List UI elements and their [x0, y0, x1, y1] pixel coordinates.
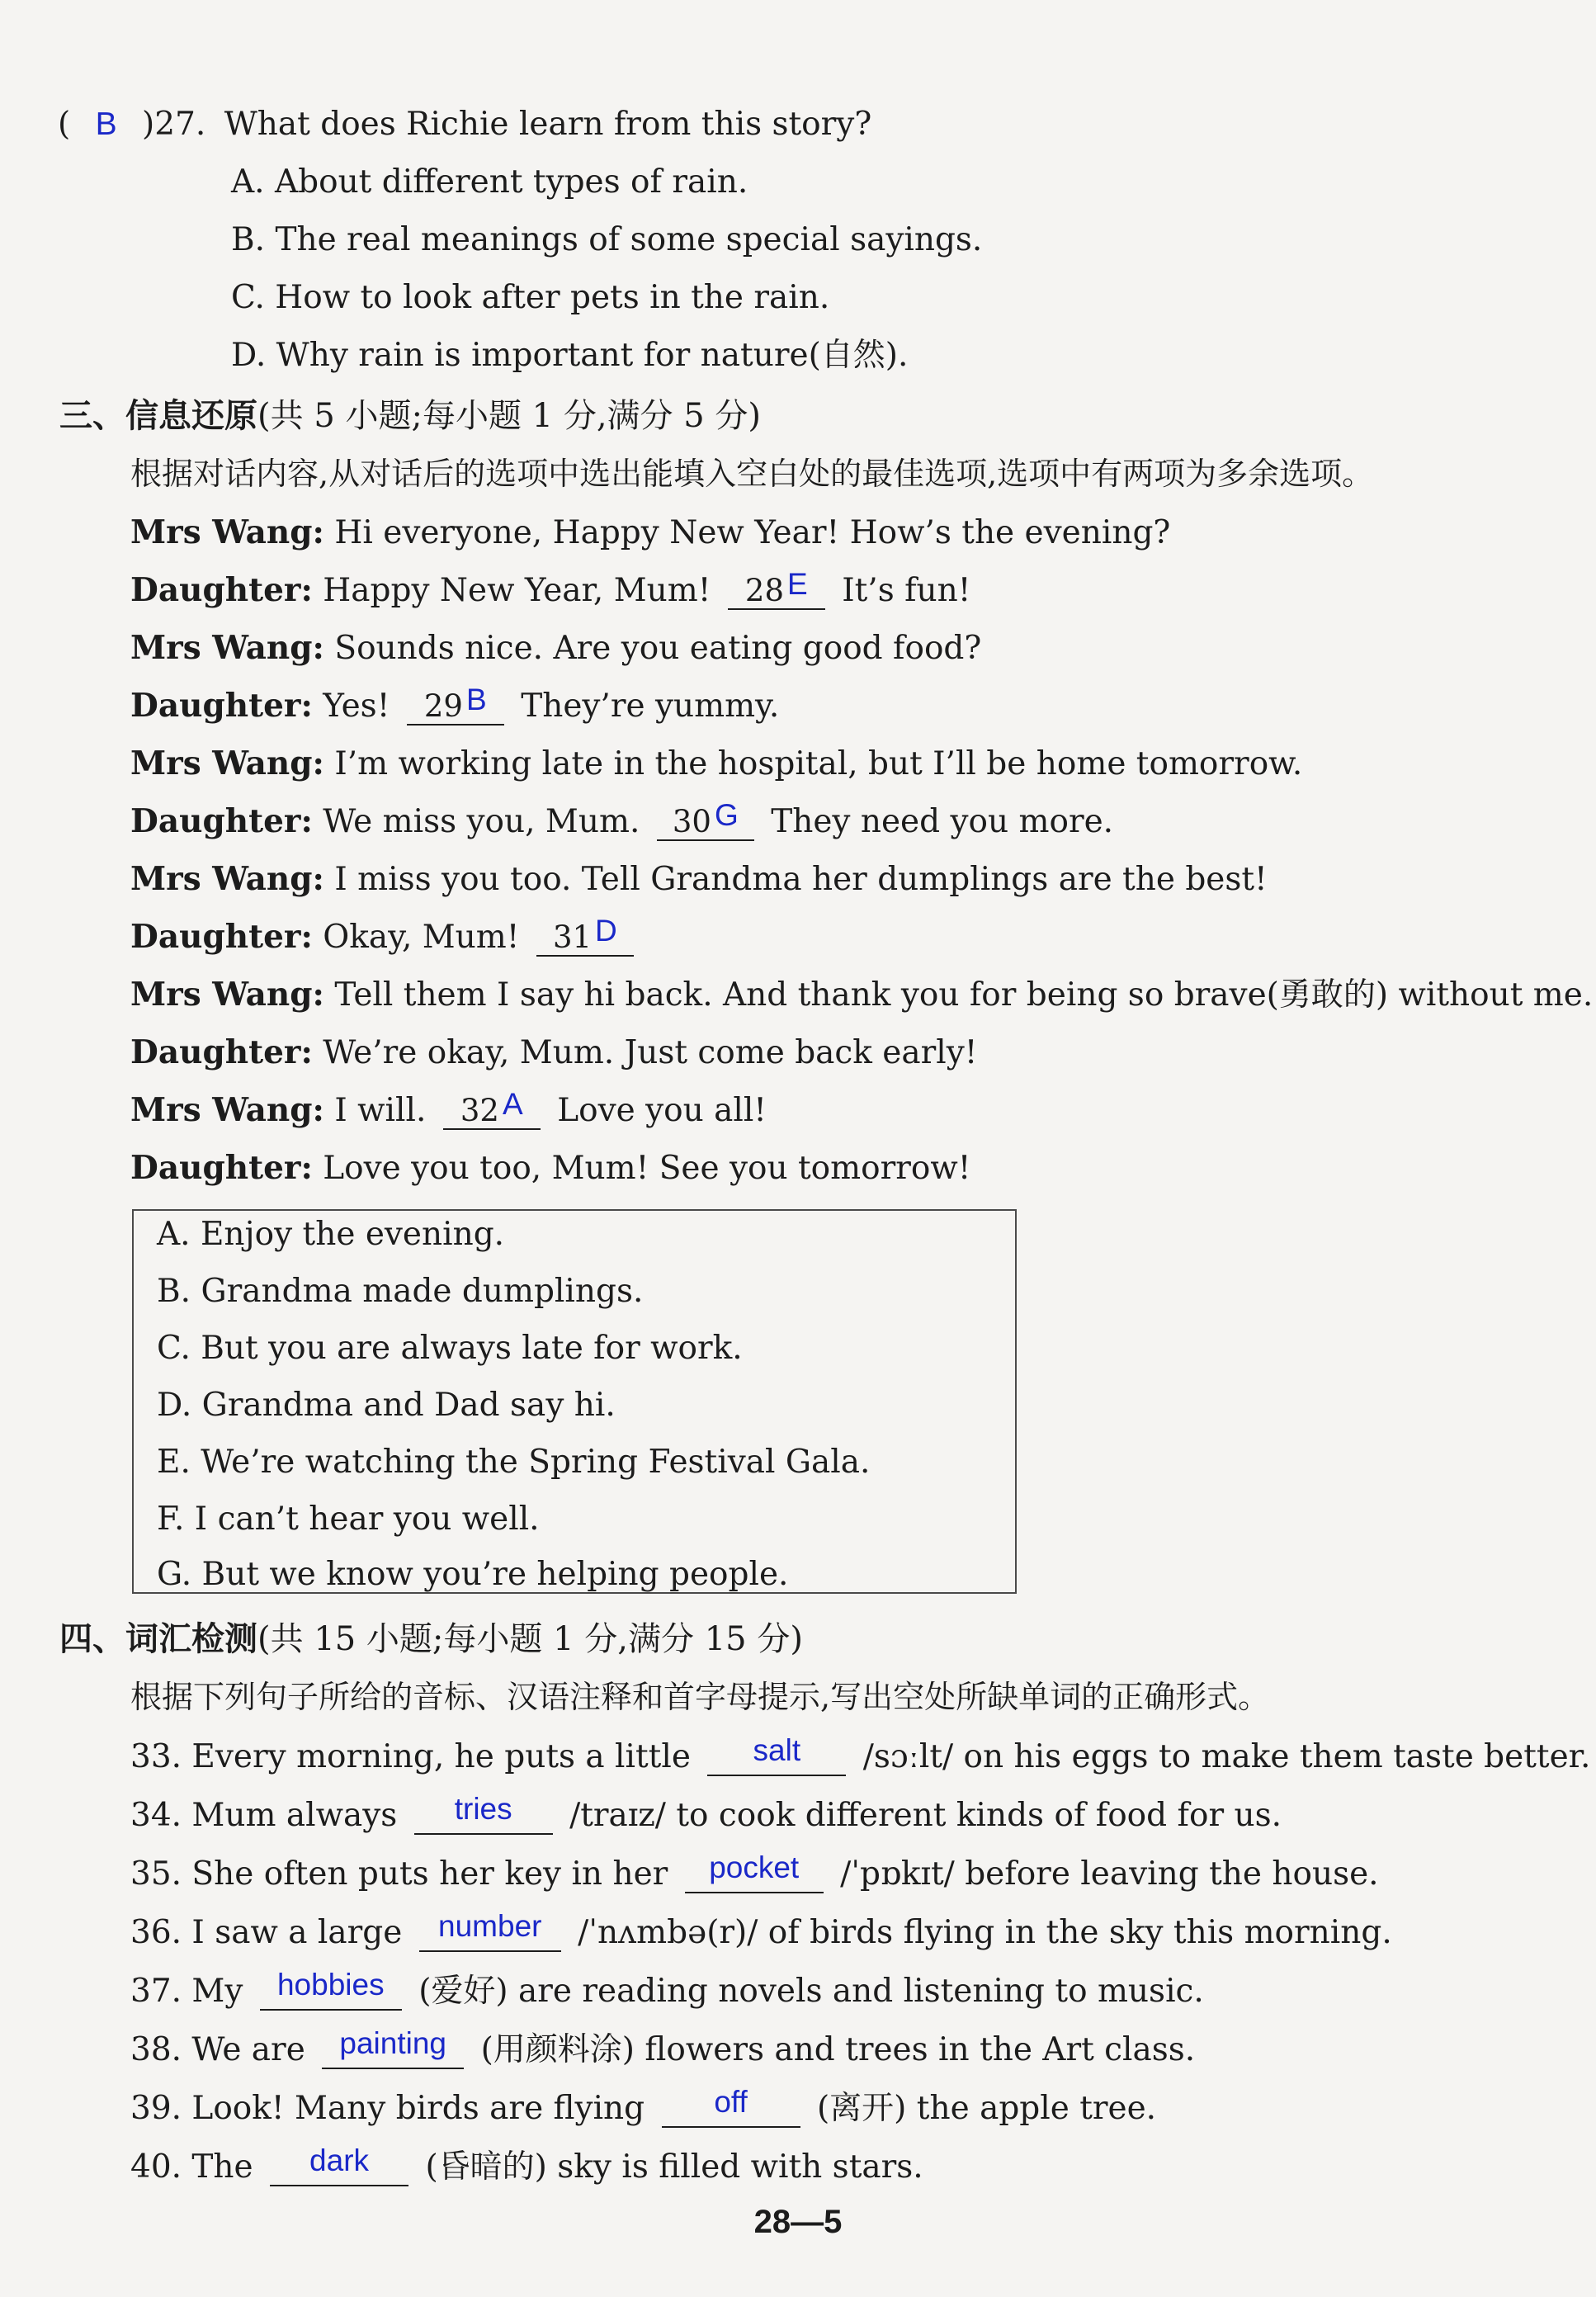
- blank-35: [685, 1850, 824, 1893]
- dialogue-line-1: Mrs Wang: Hi everyone, Happy New Year! How’s the evening?: [130, 513, 1171, 551]
- dialogue-line-5: Mrs Wang: I’m working late in the hospital, but I’ll be home tomorrow.: [130, 744, 1303, 782]
- blank-38: [322, 2026, 464, 2069]
- blank-31: 31 D: [536, 921, 634, 957]
- q36: 36. I saw a large number /ˈnʌmbə(r)/ of birds flying in the sky this morning.: [130, 1909, 1392, 1951]
- blank-28: 28 E: [728, 574, 825, 610]
- q38: 38. We are painting (用颜料涂) flowers and trees in the Art class.: [130, 2026, 1196, 2068]
- dialogue-line-6: Daughter: We miss you, Mum. 30 G They need you more.: [130, 798, 1114, 840]
- blank-36: [419, 1909, 561, 1952]
- q35: 35. She often puts her key in her pocket /ˈpɒkɪt/ before leaving the house.: [130, 1850, 1379, 1893]
- answer-39: off: [714, 2085, 748, 2119]
- q39: 39. Look! Many birds are flying off (离开) the apple tree.: [130, 2085, 1157, 2127]
- section3-instruction: 根据对话内容,从对话后的选项中选出能填入空白处的最佳选项,选项中有两项为多余选项。: [130, 456, 1374, 492]
- q34: 34. Mum always tries /traɪz/ to cook different kinds of food for us.: [130, 1792, 1282, 1834]
- q27-stem: ( B )27. What does Richie learn from this story?: [58, 106, 872, 143]
- dialogue-line-7: Mrs Wang: I miss you too. Tell Grandma her dumplings are the best!: [130, 860, 1268, 898]
- answer-30: G: [714, 798, 739, 832]
- section3-heading: 三、信息还原(共 5 小题;每小题 1 分,满分 5 分): [59, 396, 762, 435]
- choice-b: B. Grandma made dumplings.: [157, 1273, 644, 1310]
- blank-34: [414, 1792, 553, 1835]
- dialogue-line-4: Daughter: Yes! 29 B They’re yummy.: [130, 683, 780, 725]
- answer-38: painting: [339, 2026, 446, 2060]
- choices-box: [132, 1209, 1017, 1594]
- answer-36: number: [438, 1909, 542, 1943]
- q27-option-b: B. The real meanings of some special sayings.: [231, 221, 983, 258]
- page-number: 28—5: [753, 2204, 843, 2240]
- answer-29: B: [465, 683, 487, 716]
- q27-option-d: D. Why rain is important for nature(自然).: [231, 337, 909, 374]
- q40: 40. The dark (昏暗的) sky is filled with stars.: [130, 2143, 923, 2186]
- choice-d: D. Grandma and Dad say hi.: [157, 1387, 616, 1424]
- answer-28: E: [787, 567, 808, 601]
- dialogue-line-9: Mrs Wang: Tell them I say hi back. And thank you for being so brave(勇敢的) without me.: [130, 976, 1594, 1014]
- section4-instruction: 根据下列句子所给的音标、汉语注释和首字母提示,写出空处所缺单词的正确形式。: [130, 1679, 1270, 1715]
- dialogue-line-11: Mrs Wang: I will. 32 A Love you all!: [130, 1087, 767, 1129]
- blank-33: [707, 1733, 846, 1776]
- choice-a: A. Enjoy the evening.: [157, 1216, 505, 1253]
- answer-35: pocket: [709, 1850, 800, 1884]
- answer-37: hobbies: [276, 1968, 385, 2002]
- blank-39: [662, 2085, 800, 2128]
- answer-34: tries: [454, 1792, 512, 1826]
- blank-32: 32 A: [443, 1094, 541, 1130]
- choice-e: E. We’re watching the Spring Festival Gala.: [157, 1444, 871, 1481]
- blank-29: 29 B: [407, 690, 504, 725]
- dialogue-line-2: Daughter: Happy New Year, Mum! 28 E It’s fun!: [130, 567, 971, 609]
- choice-g: G. But we know you’re helping people.: [157, 1556, 789, 1593]
- choice-c: C. But you are always late for work.: [157, 1330, 743, 1367]
- q37: 37. My hobbies (爱好) are reading novels and listening to music.: [130, 1968, 1204, 2010]
- blank-30: 30 G: [657, 806, 754, 841]
- dialogue-line-8: Daughter: Okay, Mum! 31 D: [130, 918, 640, 957]
- answer-31: D: [595, 914, 617, 948]
- q27-option-c: C. How to look after pets in the rain.: [231, 279, 830, 316]
- blank-40: [270, 2143, 408, 2186]
- q27-answer: B: [95, 106, 117, 142]
- q33: 33. Every morning, he puts a little salt /sɔːlt/ on his eggs to make them taste better.: [130, 1733, 1591, 1775]
- blank-37: [260, 1968, 402, 2011]
- answer-40: dark: [309, 2143, 370, 2177]
- dialogue-line-10: Daughter: We’re okay, Mum. Just come back early!: [130, 1033, 978, 1071]
- q27-option-a: A. About different types of rain.: [231, 163, 748, 201]
- answer-33: salt: [753, 1733, 801, 1767]
- dialogue-line-12: Daughter: Love you too, Mum! See you tomorrow!: [130, 1149, 971, 1187]
- choice-f: F. I can’t hear you well.: [157, 1501, 540, 1538]
- section4-heading: 四、词汇检测(共 15 小题;每小题 1 分,满分 15 分): [59, 1619, 803, 1658]
- dialogue-line-3: Mrs Wang: Sounds nice. Are you eating good food?: [130, 629, 982, 667]
- answer-32: A: [502, 1087, 523, 1121]
